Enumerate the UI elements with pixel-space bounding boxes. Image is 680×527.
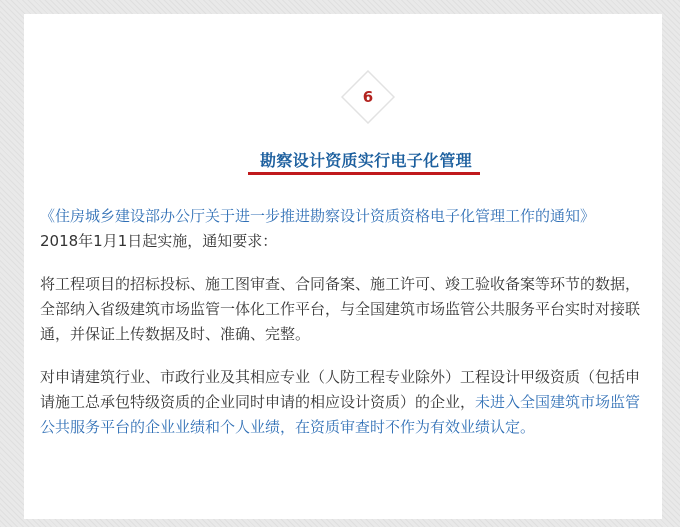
step-badge bbox=[341, 70, 395, 124]
notice-effective-text: 2018年1月1日起实施，通知要求： bbox=[40, 232, 278, 250]
paragraph-qualification bbox=[40, 365, 652, 440]
paragraph-data-platform: 将工程项目的招标投标、施工图审查、合同备案、施工许可、竣工验收备案等环节的数据，全部纳入省级建筑市场监管一体化工作平台，与全国建筑市场监管公共服务平台实时对接联通，并保证上传数据及时、准确、完整。 bbox=[40, 275, 641, 343]
step-number: 6 bbox=[362, 88, 374, 106]
article-body bbox=[40, 204, 652, 458]
section-title: 勘察设计资质实行电子化管理 bbox=[260, 151, 472, 170]
content-card bbox=[24, 14, 662, 519]
title-underline bbox=[248, 172, 480, 175]
paragraph-notice bbox=[40, 204, 652, 254]
notice-title-link[interactable]: 《住房城乡建设部办公厅关于进一步推进勘察设计资质资格电子化管理工作的通知》 bbox=[40, 207, 596, 225]
qualification-text: 对申请建筑行业、市政行业及其相应专业（人防工程专业除外）工程设计甲级资质（包括申请施工总承包特级资质的企业同时申请的相应设计资质）的企业， bbox=[40, 368, 641, 411]
qualification-highlight: 未进入全国建筑市场监管公共服务平台的企业业绩和个人业绩，在资质审查时不作为有效业绩认定。 bbox=[40, 393, 641, 436]
